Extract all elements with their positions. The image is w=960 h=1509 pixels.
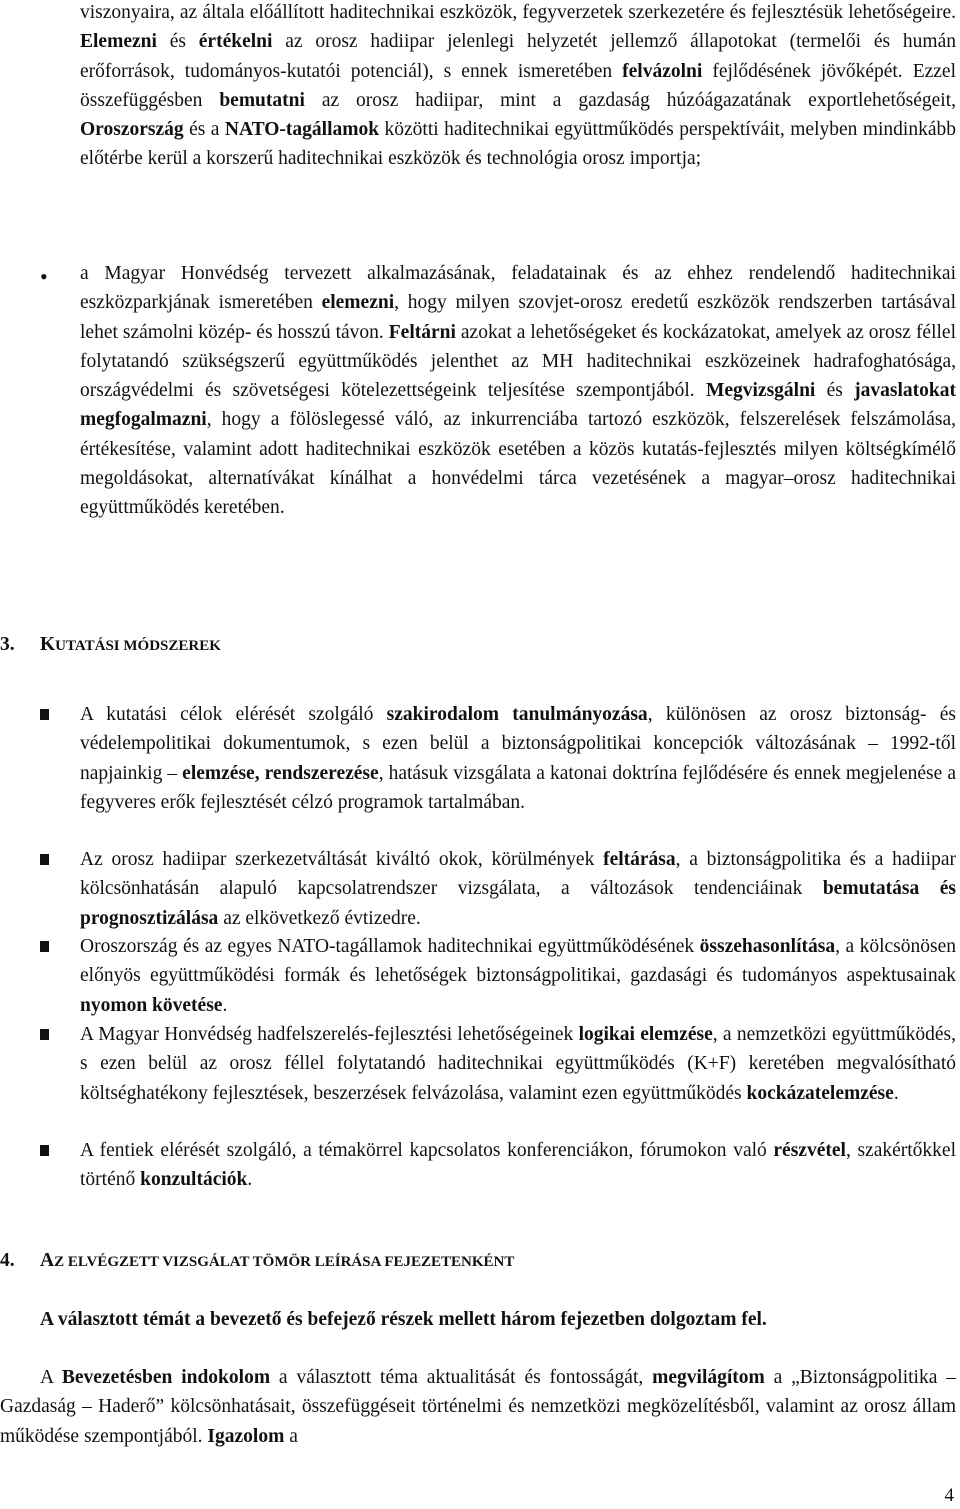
text-run: , különösen az orosz biztonság- és védelempolitikai dokumentumok, s ezen belül a biztonságpolitikai koncepciók változásának – 1992-től napjainkig –: [80, 704, 956, 784]
text-run: Az orosz hadiipar szerkezetváltását kiváltó okok, körülmények: [80, 849, 604, 870]
square-bullet: [40, 1029, 49, 1040]
square-bullet: [40, 854, 49, 865]
text-run: az orosz hadiipar, mint a gazdaság húzóágazatának exportlehetőségeit,: [304, 89, 956, 111]
bold-text-run: bemutatni: [219, 89, 305, 111]
method-item: [80, 932, 956, 1020]
text-run: és a: [183, 119, 225, 141]
text-run: .: [893, 1082, 899, 1104]
text-run: a „Biztonságpolitika – Gazdaság – Haderő” kölcsönhatásait, összefüggéseit történelmi és nemzetközi megközelítésből, valamint az orosz állam működése szempontjából.: [0, 1367, 956, 1447]
bold-text-run: kockázatelemzése: [746, 1082, 894, 1104]
text-run: A: [40, 1367, 62, 1388]
section2-bullet-item: [80, 259, 956, 523]
text-run: .: [247, 1169, 253, 1191]
text-run: A fentiek elérését szolgáló, a témakörrel kapcsolatos konferenciákon, fórumokon való: [80, 1140, 774, 1161]
text-run: A kutatási célok elérését szolgáló: [80, 704, 387, 725]
bold-text-run: Igazolom: [207, 1425, 285, 1447]
bold-text-run: Oroszország: [80, 119, 184, 141]
text-run: viszonyaira, az általa előállított haditechnikai eszközök, fegyverzetek szerkezetére és fejlesztésük lehetőségeire.: [80, 2, 956, 23]
bold-text-run: Megvizsgálni: [705, 380, 816, 402]
text-run: a: [284, 1425, 298, 1447]
text-run: fejlődésének jövőképét. Ezzel összefüggésben: [80, 60, 957, 111]
bold-text-run: felvázolni: [622, 60, 703, 82]
bold-text-run: nyomon követése: [80, 994, 223, 1016]
bold-text-run: értékelni: [198, 31, 273, 53]
text-run: a választott téma aktualitását és fontosságát,: [270, 1367, 653, 1388]
text-run: .: [222, 994, 228, 1016]
method-item: [80, 1020, 956, 1108]
bold-text-run: Elemezni: [80, 31, 157, 53]
section-title: Z ELVÉGZETT VIZSGÁLAT TÖMÖR LEÍRÁSA FEJEZETENKÉNT: [54, 1254, 515, 1270]
bold-text-run: NATO-tagállamok: [224, 119, 380, 141]
text-run: Oroszország és az egyes NATO-tagállamok haditechnikai együttműködésének: [80, 936, 700, 957]
text-run: és: [156, 31, 199, 53]
text-run: a Magyar Honvédség tervezett alkalmazásának, feladatainak és az ehhez rendelendő haditechnikai eszközparkjának ismeretében: [80, 263, 956, 314]
text-run: azokat a lehetőségeket és kockázatokat, amelyek az orosz féllel folytatandó szükségszerű együttműködés jelenthet az MH haditechnikai eszközeinek hadrafoghatósága, országvédelmi és szövetségesi kötelezettségeink teljesítése szempontjából.: [80, 321, 956, 402]
bold-text-run: szakirodalom tanulmányozása: [386, 704, 648, 725]
text-run: az orosz hadiipar jelenlegi helyzetét jellemző állapotokat (termelői és humán erőforrások, tudományos-kutatói potenciál), s ennek ismeretében: [80, 31, 956, 82]
bold-text-run: elemezni: [321, 292, 395, 314]
section4-lead: A választott témát a bevezető és befejező részek mellett három fejezetben dolgoztam fel.: [40, 1309, 767, 1330]
bold-text-run: elemzése, rendszerezése: [182, 762, 379, 784]
bullet-dot: •: [40, 264, 48, 289]
square-bullet: [40, 1145, 49, 1156]
method-item: [80, 845, 956, 933]
text-run: , hogy a fölöslegessé váló, az inkurrenciába tartozó eszközök, felszerelések felszámolása, értékesítése, valamint adott haditechnikai eszközök esetében a közös kutatás-fejlesztés milyen költségkímélő megoldásokat, alternatívákat kínálhat a honvédelmi tárca vezetésének a magyar–orosz haditechnikai együttműködés keretében.: [80, 409, 956, 519]
section-number: 3.: [0, 634, 15, 655]
square-bullet: [40, 941, 49, 952]
bold-text-run: feltárása: [603, 849, 676, 870]
text-run: , a biztonságpolitika és a hadiipar kölcsönhatásán alapuló kapcsolatrendszer vizsgálata, a változások tendenciáinak: [80, 849, 956, 900]
bold-text-run: bemutatása és prognosztizálása: [80, 878, 956, 929]
bold-text-run: javaslatokat megfogalmazni: [80, 380, 957, 431]
bold-text-run: összehasonlítása: [699, 936, 836, 957]
text-run: , hogy milyen szovjet-orosz eredetű eszközök rendszerben tartásával lehet számolni közép- és hosszú távon.: [80, 292, 956, 343]
bold-text-run: megvilágítom: [652, 1367, 765, 1388]
section-number: 4.: [0, 1250, 15, 1271]
section4-heading: [0, 1249, 514, 1274]
method-item: [80, 1136, 956, 1195]
section3-heading: [0, 633, 221, 658]
bold-text-run: logikai elemzése: [578, 1024, 713, 1045]
text-run: , a kölcsönösen előnyös együttműködési formák és lehetőségek biztonságpolitikai, gazdasági és tudományos aspektusainak: [80, 936, 956, 987]
section-title: UTATÁSI MÓDSZEREK: [55, 638, 221, 654]
section-title-initial: K: [40, 634, 56, 655]
square-bullet: [40, 709, 49, 720]
page-number: 4: [944, 1485, 954, 1506]
text-run: , hatásuk vizsgálata a katonai doktrína fejlődésére és ennek megjelenése a fegyveres erők fejlesztését célzó programok tartalmában.: [80, 762, 956, 813]
text-run: az elkövetkező évtizedre.: [218, 907, 421, 929]
bold-text-run: konzultációk: [140, 1169, 248, 1191]
text-run: A Magyar Honvédség hadfelszerelés-fejlesztési lehetőségeinek: [80, 1024, 579, 1045]
text-run: és: [815, 380, 855, 402]
section2-paragraph-continued: [80, 0, 956, 174]
method-item: [80, 700, 956, 817]
text-run: , szakértőkkel történő: [80, 1140, 956, 1191]
bold-text-run: részvétel: [773, 1140, 846, 1161]
bold-text-run: Feltárni: [388, 321, 456, 343]
text-run: közötti haditechnikai együttműködés perspektíváit, melyben mindinkább előtérbe kerül a korszerű haditechnikai eszközök és technológia orosz importja;: [80, 119, 957, 170]
bold-text-run: Bevezetésben indokolom: [61, 1367, 271, 1388]
text-run: , a nemzetközi együttműködés, s ezen belül az orosz féllel folytatandó haditechnikai együttműködés (K+F) keretében megvalósítható költséghatékony fejlesztések, beszerzések felvázolása, valamint ezen együttműködés: [80, 1024, 957, 1104]
section-title-initial: A: [40, 1250, 55, 1271]
section4-paragraph: [0, 1363, 956, 1451]
